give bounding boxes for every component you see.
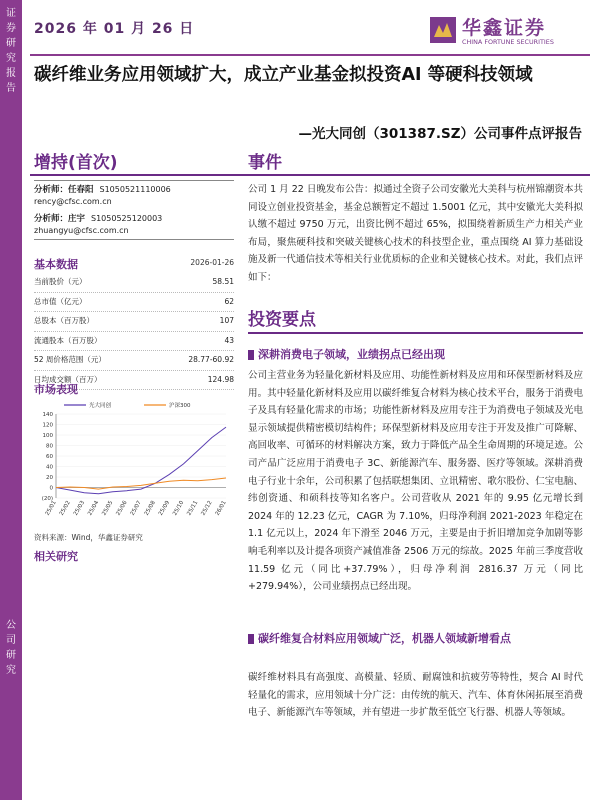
- y-tick-label: 140: [42, 412, 53, 418]
- basic-data-table: [34, 273, 234, 390]
- y-tick-label: 20: [46, 475, 53, 481]
- y-tick-label: 40: [46, 464, 53, 471]
- rating-label: 增持(首次): [34, 153, 118, 173]
- report-subtitle: —光大同创（301387.SZ）公司事件点评报告: [298, 126, 582, 142]
- legend-label: 沪深300: [169, 403, 191, 409]
- x-tick-label: 25/12: [200, 500, 214, 517]
- analyst-id: S1050521110006: [99, 185, 171, 194]
- basic-data-date: 2026-01-26: [190, 258, 234, 267]
- table-row: 52 周价格范围（元） 28.77-60.92: [34, 351, 234, 371]
- source-note: 资料来源：Wind，华鑫证券研究: [34, 533, 143, 542]
- market-chart-svg: [34, 398, 234, 530]
- x-tick-label: 25/04: [87, 500, 101, 517]
- market-heading: 市场表现: [34, 383, 78, 396]
- x-tick-label: 26/01: [214, 500, 228, 517]
- y-tick-label: 80: [46, 443, 53, 450]
- x-tick-label: 25/11: [186, 500, 200, 517]
- table-row: 日均成交额（百万） 124.98: [34, 371, 234, 391]
- series-line-1: [56, 427, 226, 494]
- legend-label: 光大同创: [89, 403, 112, 409]
- analyst-box: [34, 180, 234, 240]
- y-tick-label: (20): [41, 496, 53, 502]
- related-heading: 相关研究: [34, 550, 78, 563]
- logo-icon: [430, 17, 456, 43]
- y-tick-label: 60: [46, 454, 53, 460]
- investment-heading: 投资要点: [248, 310, 316, 330]
- section-divider: [30, 174, 590, 176]
- table-row: 总市值（亿元） 62: [34, 293, 234, 313]
- side-band: [0, 0, 22, 800]
- y-tick-label: 100: [42, 433, 53, 439]
- table-row: 总股本（百万股） 107: [34, 312, 234, 332]
- x-tick-label: 25/01: [44, 500, 58, 517]
- point-2-title: 碳纤维复合材料应用领域广泛，机器人领域新增看点: [258, 630, 583, 648]
- logo-text: 华鑫证券: [462, 17, 547, 39]
- market-chart: [34, 398, 234, 530]
- x-tick-label: 25/10: [172, 500, 186, 517]
- x-tick-label: 25/08: [143, 500, 157, 517]
- x-tick-label: 25/09: [157, 500, 172, 517]
- analyst-email: rency@cfsc.com.cn: [34, 197, 112, 206]
- x-tick-label: 25/06: [115, 500, 129, 517]
- logo-text-en: CHINA FORTUNE SECURITIES: [462, 38, 554, 46]
- table-row: 当前股价（元） 58.51: [34, 273, 234, 293]
- analyst-id: S1050525120003: [91, 214, 163, 223]
- report-date: 2026 年 01 月 26 日: [34, 21, 195, 37]
- analyst-1: [34, 181, 234, 207]
- x-tick-label: 25/07: [129, 500, 143, 517]
- table-row: 流通股本（百万股） 43: [34, 332, 234, 352]
- x-tick-label: 25/02: [58, 500, 72, 517]
- analyst-2: [34, 207, 234, 236]
- y-tick-label: 0: [49, 485, 53, 492]
- basic-data-heading: 基本数据: [34, 258, 78, 271]
- investment-divider: [248, 332, 583, 334]
- company-logo: [430, 13, 580, 49]
- report-title: 碳纤维业务应用领域扩大，成立产业基金拟投资AI 等硬科技领域: [34, 65, 533, 85]
- side-label-company: 公 司 研 究: [6, 620, 16, 676]
- analyst-name: 分析师：任春阳: [34, 185, 94, 195]
- y-tick-label: 120: [42, 422, 53, 429]
- x-tick-label: 25/03: [72, 500, 87, 517]
- point-1-text: 公司主营业务为轻量化新材料及应用、功能性新材料及应用和环保型新材料及应用。其中轻量化新材料及应用以碳纤维复合材料为核心技术平台，服务于消费电子及具有轻量化需求的市场；功能性新材料及应用专注于为消费电子领域及光电显示领域提供精密模切结构件；环保型新材料及应用专注于开发及推广可降解、高回收率、可循环的材料解决方案，致力于降低产品全生命周期的环境足迹。公司产品广泛应用于消费电子 3C、新能源汽车、服务器、医疗等领域。深耕消费电子行业十余年，公司积累了包括联想集团、立讯精密、歌尔股份、仁宝电脑、纬创资通、和硕科技等知名客户。公司营收从 2021 年的 9.95 亿元增长到 2024 年的 12.23 亿元，CAGR 为 7.10%，归母净利润 2021-2023 年稳定在 1.1 亿元以上，2024 年下滑至 2046 万元，主要是由于折旧增加竞争加剧等影响毛利率以及计提各项资产减值准备 2506 万元的综故。2025 年前三季度营收 11.59 亿元（同比+37.79%），归母净利润 2816.37 万元（同比+279.94%），公司业绩拐点已经出现。: [248, 370, 583, 593]
- basic-data-header: [34, 256, 234, 272]
- x-tick-label: 25/05: [101, 500, 115, 517]
- event-text: 公司 1 月 22 日晚发布公告：拟通过全资子公司安徽光大美科与杭州锦潮资本共同设立创业投资基金，基金总额暂定不超过 1.5001 亿元，其中安徽光大美科拟认缴不超过 9750 万元，出资比例不超过 65%，拟围绕着新质生产力相关产业布局，聚焦硬科技和突破关键核心技术的科技型企业，重点围绕 AI 算力基础设施及新一代通信技术等相关行业优质标的企业和关键核心技术。对此，我们点评如下：: [248, 184, 583, 283]
- header-divider: [30, 54, 590, 56]
- side-label-report: 证 券 研 究 报 告: [6, 8, 16, 94]
- point-1-title: 深耕消费电子领域，业绩拐点已经出现: [258, 346, 583, 364]
- analyst-name: 分析师：庄宇: [34, 214, 86, 224]
- event-heading: 事件: [248, 153, 282, 173]
- analyst-email: zhuangyu@cfsc.com.cn: [34, 226, 129, 235]
- point-2-text: 碳纤维材料具有高强度、高模量、轻质、耐腐蚀和抗疲劳等特性，契合 AI 时代轻量化的需求，应用领域十分广泛：由传统的航天、汽车、体育休闲拓展至消费电子、新能源汽车等领域，并有望进一步扩散至低空飞行器、机器人等领域。: [248, 672, 583, 719]
